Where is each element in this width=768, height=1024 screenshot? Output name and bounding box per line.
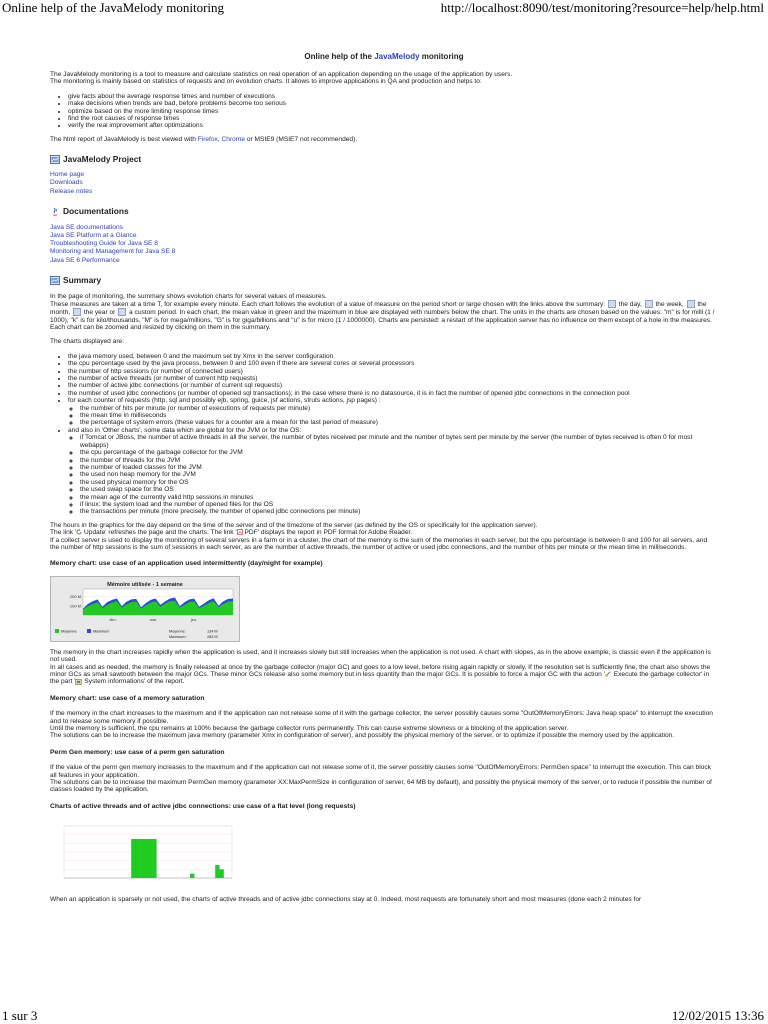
docs-heading-text: Documentations (63, 206, 129, 217)
legend-label-moyenne: Moyenne (61, 629, 77, 634)
permgen-heading: Perm Gen memory: use case of a perm gen saturation (50, 748, 225, 756)
intro-paragraph (50, 71, 718, 86)
monitoring-management-link[interactable]: Monitoring and Management for Java SE 8 (50, 248, 176, 256)
permgen-p1: If the value of the perm gen memory increases to the maximum and if the application can not release some of it, the server possibly causes some "OutOfMemoryErrors: PermGen space" to interrupt the execution. This can block all features in your application. (50, 764, 711, 779)
chart-item-other (68, 427, 718, 516)
x-tick-label: jeu. (190, 617, 198, 622)
intro-bullet: • find the root causes of response times (68, 115, 718, 122)
other-sub-item: ◦ if linux: the system load and the number of opened files for the OS (80, 501, 718, 508)
threads-chart-image (50, 818, 236, 884)
summary-p3: Each chart can be zoomed and resized by clicking on them in the summary. (50, 324, 271, 331)
browser-prefix: The html report of JavaMelody is best viewed with (50, 135, 198, 143)
memory-p2c: System informations' of the report. (82, 678, 185, 686)
chart-item: • the number of http sessions (or number of connected users) (68, 368, 718, 375)
update-a: The link ' (50, 529, 77, 537)
memory-chart-image (50, 576, 240, 642)
y-tick-label: 100 M (69, 603, 81, 609)
intro-bullets (50, 93, 718, 130)
summary-heading (50, 275, 718, 287)
browser-suffix: or MSIE9 (MSIE7 not recommended). (244, 135, 358, 143)
docs-links (50, 224, 718, 265)
print-footer (0, 1006, 768, 1024)
chart-item: • the number of active threads (or number of current http requests) (68, 375, 718, 382)
charts-list (50, 353, 718, 516)
intro-line-1: The JavaMelody monitoring is a tool to measure and calculate statistics on real operation of an application depending on the usage of the application by users. (50, 71, 513, 78)
other-sub-item: ◦ the used non heap memory for the JVM (80, 471, 718, 478)
java-se-glance-link[interactable]: Java SE Platform at a Glance (50, 232, 137, 240)
bar (140, 839, 144, 878)
charts-displayed: The charts displayed are: (50, 338, 125, 346)
title-suffix: monitoring (419, 52, 464, 61)
legend-value-label: Maximum: (169, 634, 187, 639)
intro-bullet: • verify the real improvement after optimizations (68, 122, 718, 129)
hours-paragraph (50, 522, 718, 552)
permgen-paragraph (50, 764, 718, 794)
permgen-p2: The solutions can be to increase the maximum PermGen memory (parameter XX:MaxPermSize in configuration of server, 64 MB by default), and possibly the physical memory of the server, or to reduce if possible the number of classes loaded by the application. (50, 779, 712, 794)
bar (144, 839, 148, 878)
page-title (50, 52, 718, 62)
java-se-docs-link[interactable]: Java SE documentations (50, 223, 123, 231)
bar (219, 870, 223, 879)
java-se6-performance-link[interactable]: Java SE 6 Performance (50, 256, 120, 264)
memory-chart-paragraph (50, 649, 718, 686)
x-tick-label: mar. (149, 617, 158, 622)
bar (152, 839, 156, 878)
legend-value-label: Moyenne: (169, 629, 186, 634)
intro-bullet: • optimize based on the more limiting response times (68, 108, 718, 115)
saturation-heading: Memory chart: use case of a memory saturation (50, 694, 205, 702)
update-b: Update' refreshes the page and the charts. The link ' (82, 529, 237, 537)
intro-bullet: • make decisions when trends are bad, before problems become too serious (68, 100, 718, 107)
summary-p1: In the page of monitoring, the summary shows evolution charts for several values of measures. (50, 292, 327, 300)
other-sub-item: ◦ the cpu percentage of the garbage collector for the JVM (80, 449, 718, 456)
print-date: 12/02/2015 13:36 (671, 1008, 764, 1023)
threads-chart-svg (50, 818, 236, 884)
memory-p1: The memory in the chart increases rapidly when the application is used, and it increases slowly but still increases when the application is not used. A chart with slopes, as in the above example, is classic even if the application is not used. (50, 648, 711, 664)
chart-item-counters (68, 397, 718, 427)
summary-p2a: These measures are taken at a time T, for example every minute. Each chart follows the evolution of a value of measure on the period short or large chosen with the links above the summary: (50, 301, 607, 309)
week-period-icon[interactable] (645, 300, 653, 308)
javamelody-title-link[interactable]: JavaMelody (374, 52, 420, 61)
legend-swatch-maximum (87, 629, 91, 633)
counter-sub-item: ◦ the mean time in milliseconds (80, 412, 718, 419)
intro-line-2: The monitoring is mainly based on statistics of requests and on evolution charts. It allows to improve applications in QA and production and helps to: (50, 78, 482, 86)
saturation-p3: The solutions can be to increase the maximum java memory (parameter Xmx in configuration of server), and possibly the physical memory of the server, or to optimize if possible the memory used by the application. (50, 732, 675, 740)
other-sub-item: ◦ the transactions per minute (more precisely, the number of opened jdbc connections per minute) (80, 508, 718, 515)
chrome-link[interactable]: Chrome (221, 135, 245, 143)
saturation-paragraph (50, 710, 718, 740)
summary-paragraph (50, 293, 718, 332)
browser-sep: , (217, 135, 222, 143)
other-sub-item: ◦ the used swap space for the OS (80, 486, 718, 493)
other-sub-item: ◦ the used physical memory for the OS (80, 479, 718, 486)
saturation-p1: If the memory in the chart increases to the maximum and if the application can not release some of it with the garbage collector, the server possibly causes some "OutOfMemoryErrors: Java heap space" to interrupt the execution and to release some memory if possible. (50, 710, 713, 725)
chart-item: • the java memory used, between 0 and the maximum set by Xmx in the server configuration (68, 353, 718, 360)
legend-swatch-moyenne (55, 629, 59, 633)
page-number: 1 sur 3 (2, 1008, 38, 1023)
firefox-link[interactable]: Firefox (197, 135, 218, 143)
project-heading-text: JavaMelody Project (63, 153, 142, 164)
legend-value: 134 M (207, 629, 218, 634)
summary-year: the year or (82, 309, 118, 317)
docs-heading (50, 206, 718, 218)
year-period-icon[interactable] (73, 308, 81, 316)
counter-sublist (68, 405, 718, 427)
threads-paragraph: When an application is sparsely or not used, the charts of active threads and of active jdbc connections stay at 0. Indeed, most requests are fortunately short and most measures (done each 2 minutes for (50, 896, 642, 904)
downloads-link[interactable]: Downloads (50, 179, 83, 187)
print-header-url: http://localhost:8090/test/monitoring?resource=help/help.html (440, 0, 764, 15)
day-period-icon[interactable] (608, 300, 616, 308)
bar (148, 839, 152, 878)
java-icon (50, 207, 60, 216)
summary-month: the month, (50, 301, 707, 317)
troubleshooting-link[interactable]: Troubleshooting Guide for Java SE 8 (50, 240, 158, 248)
bar (190, 874, 194, 878)
other-sub-item: ◦ if Tomcat or JBoss, the number of active threads in all the server, the number of bytes received per minute and the number of bytes sent per minute by the server (the number of bytes received is often 0 for most webapps) (80, 434, 718, 449)
intro-bullet: • give facts about the average response times and number of executions (68, 93, 718, 100)
memory-chart-svg (51, 577, 239, 641)
saturation-p2: Until the memory is sufficient, the cpu remains at 100% because the garbage collector runs permanently. This can cause extreme slowness or a blocking of the application server. (50, 725, 569, 733)
update-c: PDF' displays the report in PDF format for Adobe Reader. (242, 529, 413, 537)
memory-chart-heading: Memory chart: use case of an application used intermittently (day/night for example) (50, 560, 323, 568)
monitor-icon (50, 155, 60, 164)
bar (135, 839, 139, 878)
browser-note (50, 136, 718, 143)
project-heading (50, 153, 718, 165)
other-sublist (68, 434, 718, 515)
memory-p2b: Execute the garbage collector' in the part ' (50, 671, 710, 686)
bar (131, 839, 135, 878)
chart-item: • the number of active jdbc connections (or number of current sql requests) (68, 382, 718, 389)
hours-text: The hours in the graphics for the day depend on the time of the server and of the timezone of the server (as defined by the OS or specifically for the application server). (50, 521, 538, 529)
custom-period-icon[interactable] (118, 308, 126, 316)
counter-sub-item: ◦ the number of hits per minute (or number of executions of requests per minute) (80, 405, 718, 412)
broom-icon[interactable] (605, 671, 612, 677)
chart-item: • the number of used jdbc connections (or number of opened sql transactions); in the case where there is no datasource, it is in fact the number of opened jdbc connections in the connection pool (68, 390, 718, 397)
memory-p2a: In all cases and as needed, the memory is finally released at once by the garbage collector (major GC) and goes to a low level, before rising again rapidly or slowly. If the resolution set is sufficiently fine, the chart also shows the minor GCs as small sawtooth between the major GCs. These minor GCs release also some memory but in less quantity than the major GCs. It is possible to force a major GC with the action ' (50, 663, 711, 678)
print-header-title: Online help of the JavaMelody monitoring (2, 0, 225, 15)
legend-label-maximum: Maximum (93, 629, 110, 634)
x-tick-label: dim. (109, 617, 117, 622)
summary-week: the week, (653, 301, 686, 309)
legend-value: 283 M (207, 634, 218, 639)
other-sub-item: ◦ the number of threads for the JVM (80, 457, 718, 464)
summary-p2b: a custom period. In each chart, the mean value in green and the maximum in blue are displayed with numbers below the chart. The units in the charts are chosen based on the values: "m" is for milli (1 / 1000), "k" is for kilo/thousands, "M" is for mega/millions, "G" is for giga/billions and "u" is for micro (1 / 1000000). Charts are persisted: a restart of the application server has no influence on them except of a hole in the measures. (50, 309, 715, 324)
title-prefix: Online help of the (304, 52, 375, 61)
help-content (50, 52, 718, 911)
other-charts-text: and also in 'Other charts', some data which are global for the JVM or for the OS: (68, 426, 302, 434)
summary-heading-text: Summary (63, 275, 102, 286)
chart-item: • the cpu percentage used by the java process, between 0 and 100 even if there are several cores or several processors (68, 360, 718, 367)
bar (215, 865, 219, 878)
counter-sub-item: ◦ the percentage of system errors (these values for a counter are a mean for the last period of measure) (80, 419, 718, 426)
y-tick-label: 200 M (69, 593, 81, 599)
threads-heading: Charts of active threads and of active jdbc connections: use case of a flat level (long requests) (50, 802, 356, 810)
collect-text: If a collect server is used to display the monitoring of several servers in a farm or in a cluster, the chart of the memory is the sum of the memories in each server, but the cpu percentage is between 0 and 100 for all servers, and the number of http sessions is the sum of sessions in each server, as are the number of active threads, the number of active or used jdbc connections, and the number of hits per minute or the mean time in milliseconds. (50, 536, 708, 551)
other-sub-item: ◦ the number of loaded classes for the JVM (80, 464, 718, 471)
project-links (50, 171, 718, 196)
print-header (0, 0, 768, 16)
home-page-link[interactable]: Home page (50, 171, 85, 179)
counters-text: for each counter of requests (http, sql and possibly ejb, spring, guice, jsf actions, struts actions, jsp pages) : (68, 397, 381, 405)
summary-day: the day, (616, 301, 644, 309)
chart-title: Mémoire utilisée - 1 semaine (107, 581, 183, 588)
month-period-icon[interactable] (687, 300, 695, 308)
release-notes-link[interactable]: Release notes (50, 187, 93, 195)
other-sub-item: ◦ the mean age of the currently valid http sessions in minutes (80, 494, 718, 501)
summary-icon (50, 276, 60, 285)
